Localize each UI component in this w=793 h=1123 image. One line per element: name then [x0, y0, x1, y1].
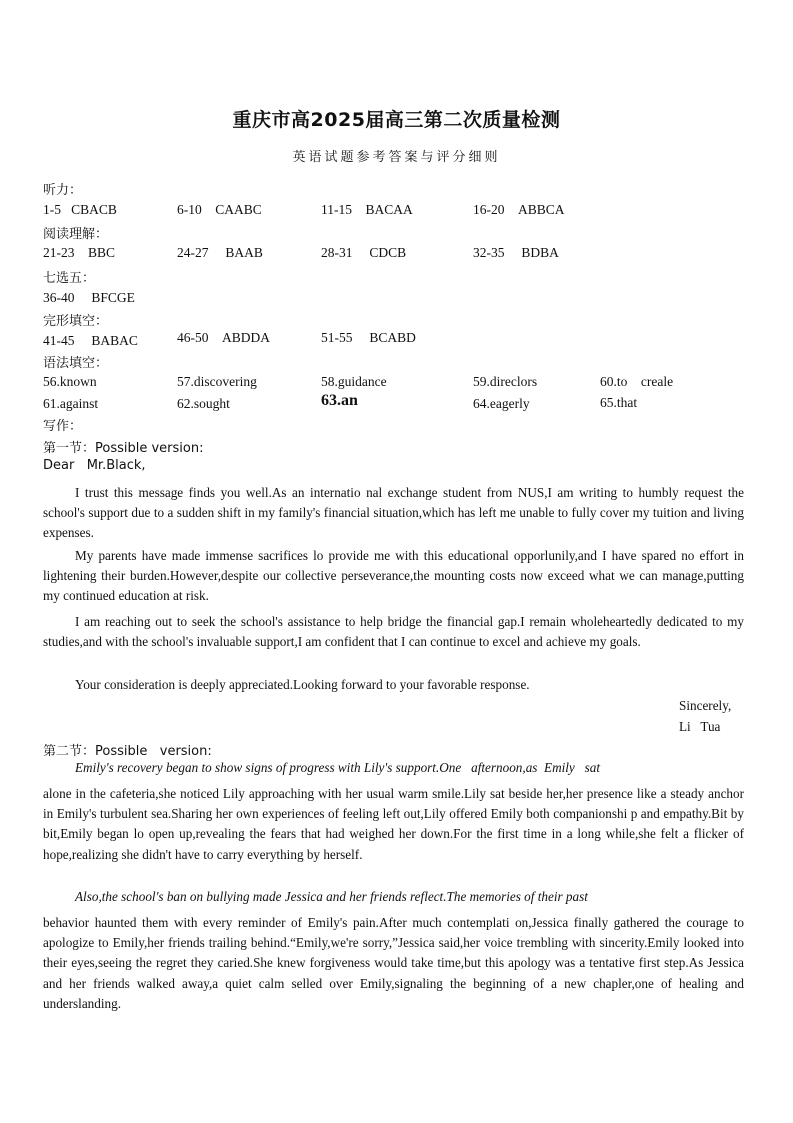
grammar-heading: 语法填空：	[43, 356, 109, 371]
letter-paragraph: My parents have made immense sacrifices lo provide me with this educational opporlunily,and I have spared no effort in lightening their burden.However,despite our collective perseverance,the mounting costs now exceed what we can manage,putting my continued education at risk.	[43, 548, 744, 604]
grammar-answer: 60.to creale	[600, 374, 674, 389]
answer-group: 6-10 CAABC	[177, 202, 262, 217]
letter-signature: Li Tua	[679, 719, 721, 734]
grammar-answer: 59.direclors	[473, 374, 538, 389]
grammar-answer: 56.known	[43, 374, 97, 389]
answer-group: 46-50 ABDDA	[177, 330, 271, 345]
writing-heading: 写作：	[43, 419, 83, 434]
page-title: 重庆市高2025届高三第二次质量检测	[232, 109, 561, 131]
letter-paragraph: I trust this message finds you well.As an internatio nal exchange student from NUS,I am writing to humbly request the school's support due to a sudden shift in my family's financial situation,which has left me unable to fully cover my tuition and living expenses.	[43, 485, 744, 541]
answer-group: 24-27 BAAB	[177, 245, 263, 260]
seven-heading: 七选五：	[43, 271, 96, 286]
answer-group: 1-5 CBACB	[43, 202, 117, 217]
grammar-answer: 63.an	[321, 392, 358, 409]
reading-heading: 阅读理解：	[43, 227, 109, 242]
continuation-paragraph: behavior haunted them with every reminder of Emily's pain.After much contemplati on,Jessica finally gathered the courage to apologize to Emily,her friends trailing behind.“Emily,we're sorry,”Jessica said,her voice trembling with sincerity.Emily looked into their eyes,seeing the regret they caried.She knew forgiveness would take time,but this apology was a tentative first step.As Jessica and her friends walked away,a quiet calm selled over Emily,signaling the beginning of a new chapler,one of healing and underslanding.	[43, 915, 744, 1011]
part1-label: 第一节：Possible version:	[43, 441, 204, 456]
continuation-paragraph: alone in the cafeteria,she noticed Lily approaching with her usual warm smile.Lily sat beside her,her presence like a steady anchor in Emily's turbulent sea.Sharing her own experiences of feeling left out,Lily offered Emily both companionshi p and empathy.Bit by bit,Emily began lo open up,revealing the fears that had weighed her down.For the first time in a long while,she felt a flicker of hope,realizing she didn't have to carry everything by herself.	[43, 786, 744, 862]
answer-group: 28-31 CDCB	[321, 245, 407, 260]
grammar-answer: 61.against	[43, 396, 99, 411]
grammar-answer: 62.sought	[177, 396, 230, 411]
answer-group: 51-55 BCABD	[321, 330, 416, 345]
answer-group: 16-20 ABBCA	[473, 202, 565, 217]
continuation-lead-sentence: Also,the school's ban on bullying made Jessica and her friends reflect.The memories of their past	[75, 889, 588, 904]
answer-group: 21-23 BBC	[43, 245, 116, 260]
answer-group: 32-35 BDBA	[473, 245, 559, 260]
answer-group: 41-45 BABAC	[43, 333, 138, 348]
continuation-lead-sentence: Emily's recovery began to show signs of progress with Lily's support.One afternoon,as Emily sat	[75, 760, 601, 775]
grammar-answer: 65.that	[600, 395, 638, 410]
letter-salutation: Dear Mr.Black,	[43, 458, 146, 473]
cloze-heading: 完形填空：	[43, 314, 109, 329]
grammar-answer: 64.eagerly	[473, 396, 530, 411]
listening-heading: 听力：	[43, 183, 83, 198]
letter-closing: Sincerely,	[679, 698, 732, 713]
grammar-answer: 58.guidance	[321, 374, 387, 389]
answer-group: 36-40 BFCGE	[43, 290, 135, 305]
letter-paragraph: I am reaching out to seek the school's assistance to help bridge the financial gap.I remain wholeheartedly dedicated to my studies,and with the school's invaluable support,I am confident that I can continue to excel and achieve my goals.	[43, 614, 744, 650]
part2-label: 第二节：Possible version:	[43, 744, 212, 759]
grammar-answer: 57.discovering	[177, 374, 257, 389]
letter-paragraph: Your consideration is deeply appreciated.Looking forward to your favorable response.	[75, 677, 530, 692]
page-subtitle: 英语试题参考答案与评分细则	[292, 150, 501, 165]
answer-group: 11-15 BACAA	[321, 202, 413, 217]
